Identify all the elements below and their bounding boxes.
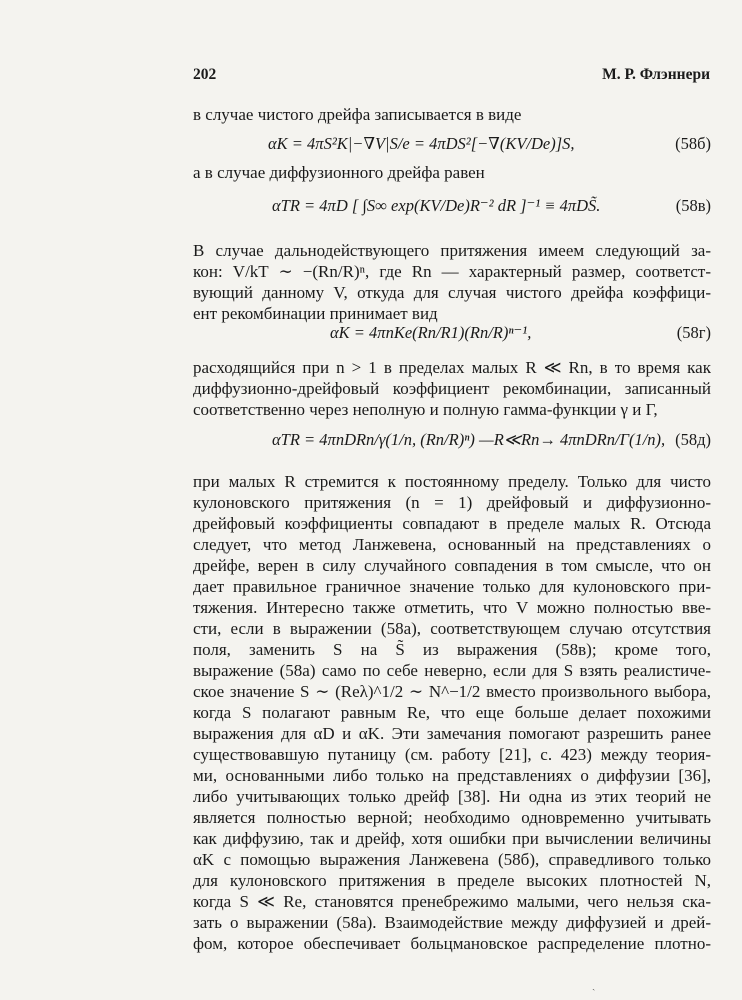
- text-line: для кулоновского притяжения в пределе высоких плотностей N,: [193, 871, 711, 890]
- page-number: 202: [193, 66, 217, 83]
- text-line: диффузионно-дрейфовый коэффициент рекомбинации, записанный: [193, 379, 711, 398]
- text-line: либо учитывающих только дрейф [38]. Ни одна из этих теорий не: [193, 787, 711, 806]
- text-line: В случае дальнодействующего притяжения имеем следующий за-: [193, 241, 711, 260]
- text-line: дрейфе, верен в силу случайного совпадения в том смысле, что он: [193, 556, 711, 575]
- text-line: когда S ≪ Re, становятся пренебрежимо малыми, чего нельзя ска-: [193, 892, 711, 911]
- text-line: ент рекомбинации принимает вид: [193, 304, 438, 323]
- text-line: зать о выражении (58а). Взаимодействие между диффузией и дрей-: [193, 913, 711, 932]
- text-line: ми, основанными либо только на представлениях о диффузии [36],: [193, 766, 711, 785]
- text-line: кулоновского притяжения (n = 1) дрейфовый и диффузионно-: [193, 493, 711, 512]
- text-line: αK с помощью выражения Ланжевена (58б), справедливого только: [193, 850, 711, 869]
- text-line: когда S полагают равным Re, что еще больше делает похожими: [193, 703, 711, 722]
- print-speck: ˏ: [592, 980, 596, 991]
- text-line: а в случае диффузионного дрейфа равен: [193, 163, 485, 182]
- equation-number-58v: (58в): [675, 196, 711, 215]
- equation-58v: αTR = 4πD [ ∫S∞ exp(KV/De)R⁻² dR ]⁻¹ ≡ 4πDS̃.: [272, 196, 601, 215]
- text-line: существовавшую путаницу (см. работу [21], с. 423) между теория-: [193, 745, 711, 764]
- text-line: дрейфовый коэффициенты совпадают в пределе малых R. Отсюда: [193, 514, 711, 533]
- equation-58g: αK = 4πnKe(Rn/R1)(Rn/R)ⁿ⁻¹,: [330, 323, 532, 342]
- text-line: ское значение S ∼ (Reλ)^1/2 ∼ N^−1/2 вместо произвольного выбора,: [193, 682, 711, 701]
- running-title: М. Р. Флэннери: [602, 66, 710, 83]
- text-line: является полностью верной; необходимо одновременно учитывать: [193, 808, 711, 827]
- text-line: при малых R стремится к постоянному пределу. Только для чисто: [193, 472, 711, 491]
- text-line: сти, если в выражении (58а), соответствующем случаю отсутствия: [193, 619, 711, 638]
- text-line: дает правильное граничное значение только для кулоновского при-: [193, 577, 711, 596]
- equation-number-58b: (58б): [675, 134, 711, 153]
- text-line: в случае чистого дрейфа записывается в виде: [193, 105, 522, 124]
- equation-number-58g: (58г): [676, 323, 711, 342]
- text-line: расходящийся при n > 1 в пределах малых R ≪ Rn, в то время как: [193, 358, 711, 377]
- text-line: фом, которое обеспечивает больцмановское распределение плотно-: [193, 934, 711, 953]
- text-line: вующий данному V, откуда для случая чистого дрейфа коэффици-: [193, 283, 711, 302]
- equation-58d: αTR = 4πnDRn/γ(1/n, (Rn/R)ⁿ) —R≪Rn→ 4πnDRn/Γ(1/n),: [272, 430, 666, 449]
- text-line: следует, что метод Ланжевена, основанный на представлениях о: [193, 535, 711, 554]
- text-line: тяжения. Интересно также отметить, что V можно полностью вве-: [193, 598, 711, 617]
- text-line: как диффузию, так и дрейф, хотя ошибки при вычислении величины: [193, 829, 711, 848]
- text-line: соответственно через неполную и полную гамма-функции γ и Γ,: [193, 400, 658, 419]
- text-line: выражения для αD и αK. Эти замечания помогают разрешить ранее: [193, 724, 711, 743]
- equation-number-58d: (58д): [675, 430, 711, 449]
- equation-58b: αK = 4πS²K|−∇V|S/e = 4πDS²[−∇(KV/De)]S,: [268, 134, 575, 153]
- text-line: выражение (58а) само по себе неверно, если для S взять реалистиче-: [193, 661, 711, 680]
- text-line: поля, заменить S на S̃ из выражения (58в); кроме того,: [193, 640, 711, 659]
- text-line: кон: V/kT ∼ −(Rn/R)ⁿ, где Rn — характерный размер, соответст-: [193, 262, 711, 281]
